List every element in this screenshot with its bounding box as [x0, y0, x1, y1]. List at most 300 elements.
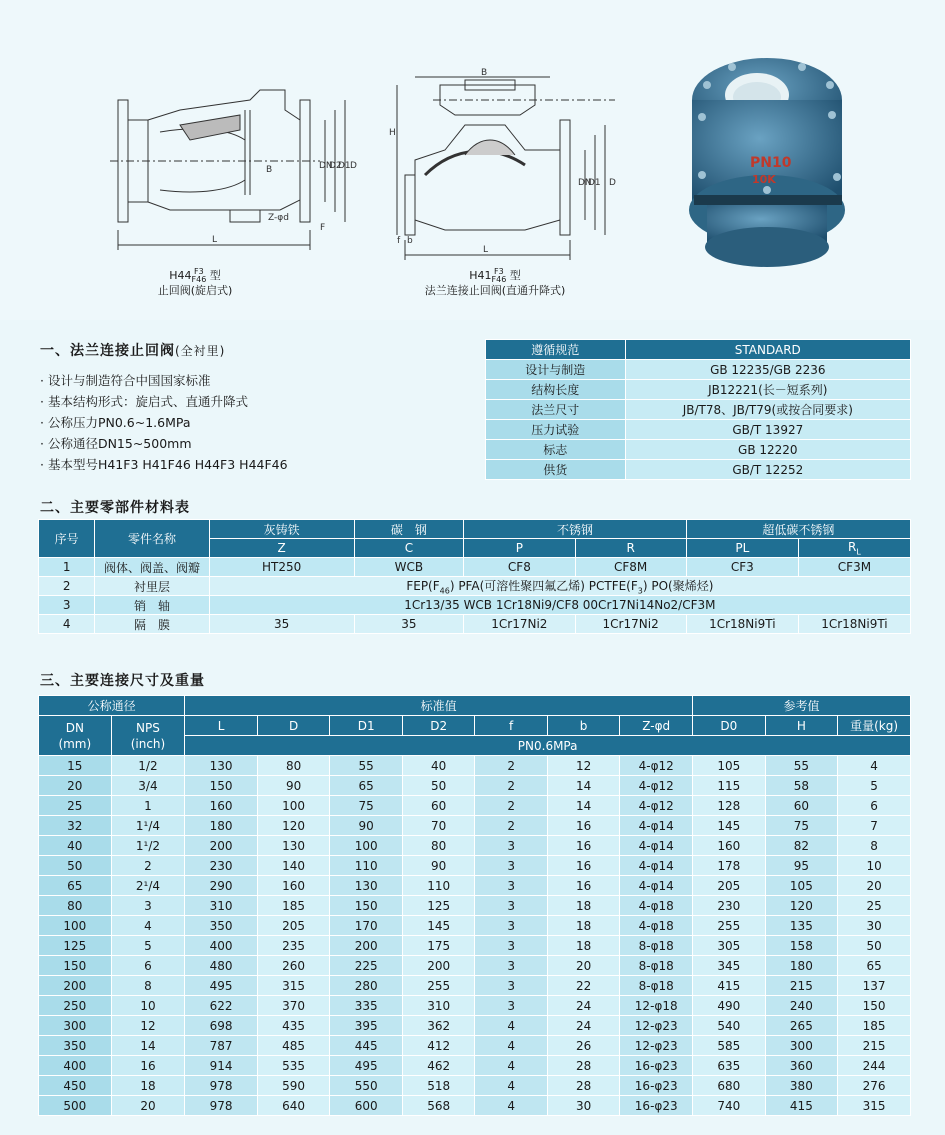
mat-cell: 衬里层	[95, 577, 209, 596]
dim-cell: 1	[111, 796, 185, 816]
dim-cell: 16	[547, 836, 619, 856]
dim-cell: 100	[330, 836, 403, 856]
dim-cell: 32	[39, 816, 112, 836]
dim-cell: 380	[765, 1076, 838, 1096]
dim-cell: 260	[257, 956, 330, 976]
mat-code-r: R	[575, 539, 686, 558]
table-row	[486, 380, 911, 400]
standard-value: GB 12235/GB 2236	[625, 360, 910, 380]
mat-head-group-low-carbon: 超低碳不锈钢	[686, 520, 910, 539]
dim-cell: 3	[475, 936, 547, 956]
dim-cell: 80	[257, 756, 330, 776]
dim-label-l: L	[212, 235, 218, 245]
dim-cell: 4-φ12	[620, 756, 693, 776]
table-row	[39, 876, 911, 896]
dim-cell: 100	[39, 916, 112, 936]
dim-cell: 2¹/4	[111, 876, 185, 896]
dim-cell: 215	[765, 976, 838, 996]
standard-value: JB12221(长－短系列)	[625, 380, 910, 400]
dim-cell: 4	[111, 916, 185, 936]
table-row	[39, 577, 911, 596]
dim-cell: 535	[257, 1056, 330, 1076]
dim-cell: 55	[330, 756, 403, 776]
dim-cell: 10	[111, 996, 185, 1016]
dim-head-nps	[111, 716, 185, 756]
mat-head-name: 零件名称	[95, 520, 209, 558]
dim-cell: 635	[693, 1056, 766, 1076]
dim-cell: 255	[693, 916, 766, 936]
dim-cell: 185	[257, 896, 330, 916]
mat-code-c: C	[354, 539, 464, 558]
dim-cell: 230	[185, 856, 258, 876]
dim-cell: 4	[475, 1076, 547, 1096]
dim-head-col: H	[765, 716, 838, 736]
dim-head-col: 重量(kg)	[838, 716, 911, 736]
dim-cell: 360	[765, 1056, 838, 1076]
dim-label-d2: D2	[329, 161, 342, 171]
dim-cell: 150	[185, 776, 258, 796]
mat-cell-lining	[209, 577, 910, 596]
dim-cell: 160	[257, 876, 330, 896]
dim-cell: 130	[330, 876, 403, 896]
dim-label-b-right: B	[481, 68, 488, 78]
dim-cell: 75	[330, 796, 403, 816]
dim-cell: 150	[330, 896, 403, 916]
dim-cell: 335	[330, 996, 403, 1016]
dim-cell: 305	[693, 936, 766, 956]
dim-cell: 4-φ14	[620, 876, 693, 896]
dim-cell: 160	[693, 836, 766, 856]
dim-cell: 2	[475, 816, 547, 836]
dim-cell: 120	[257, 816, 330, 836]
left-drawing-name: 止回阀(旋启式)	[157, 284, 233, 297]
dim-cell: 6	[838, 796, 911, 816]
dim-cell: 400	[185, 936, 258, 956]
table-row	[39, 976, 911, 996]
table-row	[39, 776, 911, 796]
right-model-main: H41	[469, 269, 492, 282]
dim-cell: 137	[838, 976, 911, 996]
table-row	[39, 1056, 911, 1076]
dim-cell: 80	[402, 836, 475, 856]
dim-cell: 6	[111, 956, 185, 976]
mat-cell: 1Cr18Ni9Ti	[686, 615, 798, 634]
mat-cell: CF3	[686, 558, 798, 577]
mat-code-rl-main: R	[848, 539, 857, 554]
dim-cell: 622	[185, 996, 258, 1016]
dim-cell: 255	[402, 976, 475, 996]
table-row	[39, 996, 911, 1016]
table-row	[486, 420, 911, 440]
dim-cell: 3	[475, 956, 547, 976]
dim-cell: 12-φ18	[620, 996, 693, 1016]
mat-cell-pin: 1Cr13/35 WCB 1Cr18Ni9/CF8 00Cr17Ni14No2/CF3M	[209, 596, 910, 615]
dim-cell: 490	[693, 996, 766, 1016]
bullet-item: · 公称通径DN15~500mm	[40, 436, 192, 451]
bullet-item: · 基本结构形式：旋启式、直通升降式	[40, 394, 248, 409]
lining-sub-b: 3	[637, 586, 643, 596]
materials-table	[38, 519, 911, 634]
dim-head-pressure: PN0.6MPa	[185, 736, 911, 756]
dim-cell: 370	[257, 996, 330, 1016]
dim-cell: 590	[257, 1076, 330, 1096]
mat-cell: 1Cr17Ni2	[464, 615, 575, 634]
dim-cell: 350	[39, 1036, 112, 1056]
dim-cell: 1/2	[111, 756, 185, 776]
dim-cell: 250	[39, 996, 112, 1016]
dim-cell: 244	[838, 1056, 911, 1076]
dim-cell: 215	[838, 1036, 911, 1056]
dim-cell: 315	[257, 976, 330, 996]
dim-cell: 125	[39, 936, 112, 956]
dim-cell: 90	[402, 856, 475, 876]
dim-cell: 105	[765, 876, 838, 896]
table-row	[39, 956, 911, 976]
dim-cell: 280	[330, 976, 403, 996]
dim-label-zphid: Z-φd	[268, 213, 289, 223]
table-row	[39, 615, 911, 634]
dim-cell: 2	[475, 796, 547, 816]
dim-cell: 60	[765, 796, 838, 816]
dim-cell: 4	[475, 1056, 547, 1076]
dim-cell: 18	[547, 916, 619, 936]
table-row	[486, 400, 911, 420]
dim-cell: 18	[547, 896, 619, 916]
dim-cell: 4	[838, 756, 911, 776]
dim-cell: 105	[693, 756, 766, 776]
dim-cell: 170	[330, 916, 403, 936]
dim-cell: 310	[402, 996, 475, 1016]
dim-cell: 95	[765, 856, 838, 876]
section1-bullets	[40, 370, 288, 475]
dim-cell: 110	[402, 876, 475, 896]
dim-cell: 415	[693, 976, 766, 996]
mat-code-p: P	[464, 539, 575, 558]
dim-cell: 16-φ23	[620, 1056, 693, 1076]
dim-cell: 205	[693, 876, 766, 896]
lining-text-b: ) PFA(可溶性聚四氟乙烯) PCTFE(F	[449, 579, 638, 593]
mat-cell: 35	[354, 615, 464, 634]
dim-cell: 90	[257, 776, 330, 796]
dim-cell: 16	[547, 856, 619, 876]
dim-cell: 230	[693, 896, 766, 916]
left-model-main: H44	[169, 269, 192, 282]
table-row	[39, 836, 911, 856]
mat-head-group-carbon-steel: 碳 钢	[354, 520, 464, 539]
dim-cell: 8-φ18	[620, 976, 693, 996]
dim-head-nps-unit: (inch)	[130, 736, 166, 751]
dim-cell: 150	[39, 956, 112, 976]
dim-head-col: D	[257, 716, 330, 736]
dim-cell: 290	[185, 876, 258, 896]
left-model-suffix: 型	[209, 269, 221, 282]
section1-title	[40, 340, 225, 360]
standard-value: JB/T78、JB/T79(或按合同要求)	[625, 400, 910, 420]
dim-cell: 4-φ14	[620, 816, 693, 836]
standard-key: 法兰尺寸	[486, 400, 626, 420]
mat-cell: 阀体、阀盖、阀瓣	[95, 558, 209, 577]
dim-cell: 145	[402, 916, 475, 936]
dim-label-h: H	[389, 128, 396, 138]
dim-cell: 110	[330, 856, 403, 876]
dim-cell: 26	[547, 1036, 619, 1056]
dim-cell: 435	[257, 1016, 330, 1036]
table-row	[486, 460, 911, 480]
dim-label-d1-right: D1	[588, 178, 601, 188]
dim-cell: 2	[475, 776, 547, 796]
dim-cell: 395	[330, 1016, 403, 1036]
standard-key: 设计与制造	[486, 360, 626, 380]
standard-key: 标志	[486, 440, 626, 460]
dim-cell: 2	[111, 856, 185, 876]
dim-cell: 25	[39, 796, 112, 816]
bullet-item: · 基本型号H41F3 H41F46 H44F3 H44F46	[40, 457, 288, 472]
dim-cell: 240	[765, 996, 838, 1016]
dim-head-col: f	[475, 716, 547, 736]
mat-cell: 3	[39, 596, 95, 615]
dim-cell: 18	[547, 936, 619, 956]
dim-cell: 225	[330, 956, 403, 976]
mat-cell: CF3M	[798, 558, 910, 577]
standard-key: 结构长度	[486, 380, 626, 400]
dim-cell: 145	[693, 816, 766, 836]
table-row	[39, 796, 911, 816]
dim-cell: 40	[39, 836, 112, 856]
dim-cell: 90	[330, 816, 403, 836]
dim-cell: 4-φ18	[620, 916, 693, 936]
lining-sub-a: 46	[439, 586, 450, 596]
mat-cell: 隔 膜	[95, 615, 209, 634]
dim-cell: 4	[475, 1096, 547, 1116]
mat-head-seq: 序号	[39, 520, 95, 558]
dim-cell: 276	[838, 1076, 911, 1096]
dim-cell: 16-φ23	[620, 1096, 693, 1116]
dim-cell: 75	[765, 816, 838, 836]
dim-cell: 18	[111, 1076, 185, 1096]
dim-cell: 7	[838, 816, 911, 836]
dim-cell: 16	[547, 816, 619, 836]
dim-cell: 4-φ12	[620, 796, 693, 816]
dim-cell: 550	[330, 1076, 403, 1096]
section3-title: 三、主要连接尺寸及重量	[40, 673, 205, 689]
table-row	[486, 360, 911, 380]
dim-cell: 5	[111, 936, 185, 956]
right-model-suffix: 型	[509, 269, 521, 282]
right-drawing-name: 法兰连接止回阀(直通升降式)	[424, 284, 566, 297]
dim-head-col: L	[185, 716, 258, 736]
dim-cell: 500	[39, 1096, 112, 1116]
dim-cell: 4	[475, 1016, 547, 1036]
dim-cell: 135	[765, 916, 838, 936]
dim-cell: 3	[111, 896, 185, 916]
photo-marking-k: 10K	[752, 173, 776, 186]
dim-cell: 24	[547, 996, 619, 1016]
left-drawing-caption	[130, 268, 260, 298]
dim-label-d1: D1	[338, 161, 351, 171]
dim-cell: 698	[185, 1016, 258, 1036]
dim-cell: 24	[547, 1016, 619, 1036]
mat-cell: CF8M	[575, 558, 686, 577]
dim-cell: 175	[402, 936, 475, 956]
dim-head-dn	[39, 716, 112, 756]
dim-cell: 140	[257, 856, 330, 876]
dim-head-col: Z-φd	[620, 716, 693, 736]
dim-cell: 200	[402, 956, 475, 976]
standards-table	[485, 339, 911, 480]
dim-head-col: D2	[402, 716, 475, 736]
dim-cell: 2	[475, 756, 547, 776]
dim-cell: 14	[547, 796, 619, 816]
dim-cell: 8	[111, 976, 185, 996]
dim-cell: 160	[185, 796, 258, 816]
table-row	[39, 1076, 911, 1096]
mat-cell: 35	[209, 615, 354, 634]
table-row	[39, 1096, 911, 1116]
dim-head-dn-unit: (mm)	[58, 736, 92, 751]
dim-cell: 200	[330, 936, 403, 956]
dim-cell: 310	[185, 896, 258, 916]
dim-cell: 350	[185, 916, 258, 936]
dim-cell: 300	[39, 1016, 112, 1036]
table-row	[39, 596, 911, 615]
standard-value: GB/T 12252	[625, 460, 910, 480]
dim-cell: 125	[402, 896, 475, 916]
bullet-item: · 公称压力PN0.6~1.6MPa	[40, 415, 191, 430]
dim-cell: 12	[111, 1016, 185, 1036]
dim-label-f-right: f	[397, 236, 401, 246]
dim-cell: 362	[402, 1016, 475, 1036]
dim-cell: 100	[257, 796, 330, 816]
dim-cell: 65	[39, 876, 112, 896]
mat-cell: 4	[39, 615, 95, 634]
dim-cell: 200	[39, 976, 112, 996]
dim-cell: 978	[185, 1076, 258, 1096]
dim-cell: 15	[39, 756, 112, 776]
table-row	[39, 896, 911, 916]
dim-cell: 3	[475, 916, 547, 936]
dim-cell: 12-φ23	[620, 1036, 693, 1056]
lining-text-c: ) PO(聚烯烃)	[642, 579, 714, 593]
dim-cell: 3	[475, 856, 547, 876]
dim-cell: 4	[475, 1036, 547, 1056]
dim-cell: 150	[838, 996, 911, 1016]
dim-cell: 205	[257, 916, 330, 936]
dim-cell: 568	[402, 1096, 475, 1116]
lining-text-a: FEP(F	[406, 579, 440, 593]
dim-cell: 180	[765, 956, 838, 976]
dim-cell: 22	[547, 976, 619, 996]
dimensions-table	[38, 695, 911, 1116]
table-row	[39, 1016, 911, 1036]
dim-cell: 415	[765, 1096, 838, 1116]
standards-header-right: STANDARD	[625, 340, 910, 360]
dim-cell: 130	[257, 836, 330, 856]
table-row	[39, 1036, 911, 1056]
dim-cell: 20	[838, 876, 911, 896]
dim-cell: 5	[838, 776, 911, 796]
dim-cell: 495	[330, 1056, 403, 1076]
mat-cell: HT250	[209, 558, 354, 577]
dim-cell: 16	[547, 876, 619, 896]
table-row	[39, 816, 911, 836]
dim-cell: 978	[185, 1096, 258, 1116]
dim-head-nps-label: NPS	[136, 720, 160, 735]
standard-key: 供货	[486, 460, 626, 480]
dim-cell: 12	[547, 756, 619, 776]
dim-cell: 200	[185, 836, 258, 856]
table-row	[39, 856, 911, 876]
dim-head-reference: 参考值	[693, 696, 911, 716]
lift-check-valve-drawing	[385, 65, 635, 265]
mat-code-rl	[798, 539, 910, 558]
dim-cell: 80	[39, 896, 112, 916]
dim-cell: 4-φ14	[620, 856, 693, 876]
dim-cell: 128	[693, 796, 766, 816]
dim-cell: 180	[185, 816, 258, 836]
standard-value: GB 12220	[625, 440, 910, 460]
dim-cell: 20	[547, 956, 619, 976]
dim-cell: 10	[838, 856, 911, 876]
dim-cell: 120	[765, 896, 838, 916]
dim-cell: 58	[765, 776, 838, 796]
mat-code-z: Z	[209, 539, 354, 558]
dim-cell: 50	[402, 776, 475, 796]
table-row	[486, 440, 911, 460]
dim-cell: 914	[185, 1056, 258, 1076]
mat-head-group-stainless: 不锈钢	[464, 520, 687, 539]
dim-head-standard: 标准值	[185, 696, 693, 716]
dim-cell: 30	[547, 1096, 619, 1116]
mat-cell: 1Cr18Ni9Ti	[798, 615, 910, 634]
standard-value: GB/T 13927	[625, 420, 910, 440]
dim-head-col: D0	[693, 716, 766, 736]
dim-cell: 70	[402, 816, 475, 836]
dim-cell: 412	[402, 1036, 475, 1056]
dim-cell: 3	[475, 836, 547, 856]
dim-cell: 495	[185, 976, 258, 996]
dim-cell: 20	[39, 776, 112, 796]
dim-cell: 65	[838, 956, 911, 976]
mat-cell: CF8	[464, 558, 575, 577]
standards-header-left: 遵循规范	[486, 340, 626, 360]
dim-cell: 445	[330, 1036, 403, 1056]
dim-cell: 640	[257, 1096, 330, 1116]
dim-cell: 235	[257, 936, 330, 956]
dim-cell: 345	[693, 956, 766, 976]
dim-cell: 1¹/2	[111, 836, 185, 856]
dim-head-col: b	[547, 716, 619, 736]
swing-check-valve-drawing	[100, 70, 360, 255]
mat-cell: 销 轴	[95, 596, 209, 615]
section1-title-small: (全衬里)	[175, 344, 226, 358]
dim-cell: 600	[330, 1096, 403, 1116]
table-row	[39, 916, 911, 936]
standard-key: 压力试验	[486, 420, 626, 440]
dim-cell: 60	[402, 796, 475, 816]
dim-cell: 4-φ14	[620, 836, 693, 856]
dim-cell: 65	[330, 776, 403, 796]
dim-cell: 115	[693, 776, 766, 796]
dim-label-f: F	[320, 223, 326, 233]
left-model-sub: F46	[191, 275, 207, 284]
dim-cell: 25	[838, 896, 911, 916]
dim-cell: 130	[185, 756, 258, 776]
right-model-sub: F46	[491, 275, 507, 284]
dim-cell: 740	[693, 1096, 766, 1116]
dim-cell: 4-φ12	[620, 776, 693, 796]
dim-cell: 518	[402, 1076, 475, 1096]
dim-label-d: D	[350, 161, 357, 171]
